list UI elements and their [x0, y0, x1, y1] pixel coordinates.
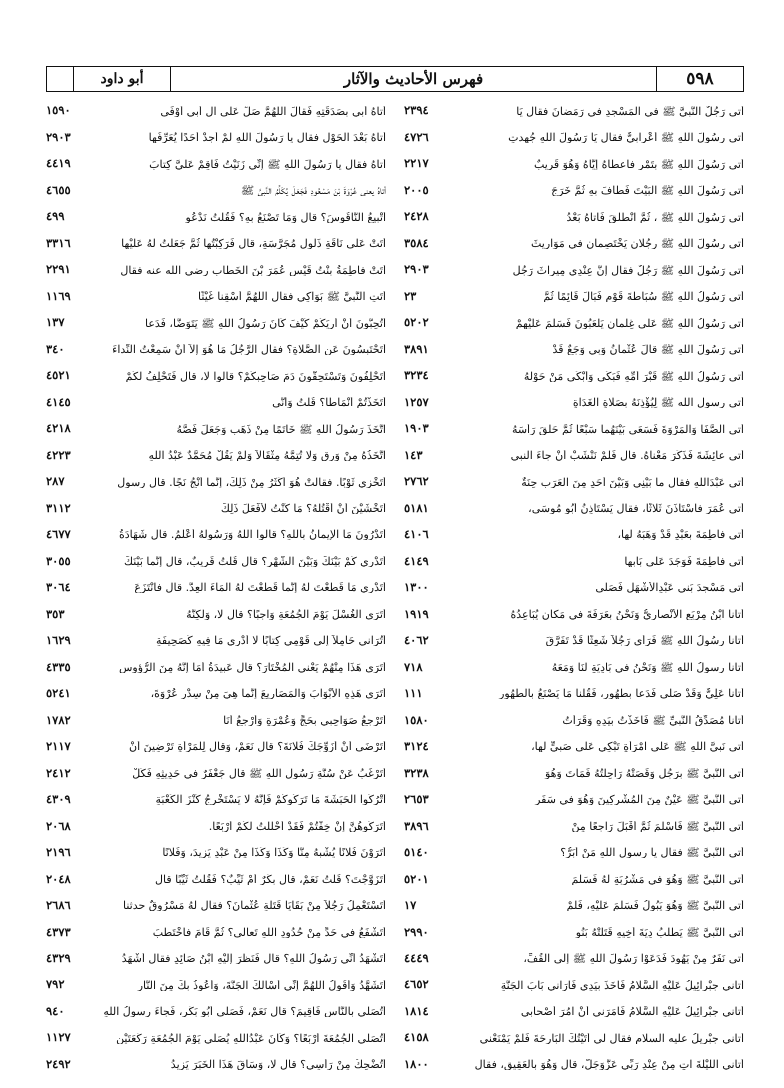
index-entry — [46, 575, 386, 601]
hadith-text: أتَزَوَّجْتَ؟ قُلْتُ نَعَمْ، قال بِكْرٌ أمْ ثَيِّبٌ؟ فَقُلْتُ ثَيِّبًا قال — [155, 873, 386, 885]
hadith-text: أتى فاطِمَةَ فَوَجَدَ عَلَى بَابِها — [624, 555, 744, 567]
hadith-number: ٢٧٦٢ — [404, 474, 429, 489]
hadith-number: ١٩٠٣ — [404, 421, 429, 436]
index-entry — [404, 204, 744, 230]
index-entry — [46, 469, 386, 495]
hadith-text: أتى رَسُولُ اللهِ ﷺ سُبَاطَةَ قَوْمٍ فَبَالَ قَائِمًا ثُمَّ — [543, 291, 744, 303]
hadith-text: أتى النَّبيَّ ﷺ فَأسْلَمَ ثُمَّ أقْبَلَ رَاجِعًا مِنْ — [571, 820, 744, 832]
hadith-text: أتاني جِبْرِيلُ عليه السلام فقال لي أتَيْتُكَ البَارِحَةَ فَلَمْ يَمْنَعْني — [479, 1032, 744, 1044]
index-entry — [404, 787, 744, 813]
hadith-number: ٤٦٥٢ — [404, 977, 429, 992]
hadith-number: ٢٨٧ — [46, 474, 65, 489]
hadith-number: ١٥٨٠ — [404, 712, 429, 727]
index-entry — [404, 919, 744, 945]
hadith-number: ١٤٣ — [404, 447, 423, 462]
hadith-text: أتى نَفَرٌ مِنْ يَهُودَ فَدَعَوْا رَسُولَ اللهِ ﷺ إلى القُفِّ، — [523, 953, 744, 965]
hadith-number: ٢٢٩١ — [46, 262, 71, 277]
hadith-number: ١٥٩٠ — [46, 103, 71, 118]
hadith-text: أتَحْتَبِسُونَ عَنِ الصَّلاةِ؟ فقال الرَّجُلُ مَا هُوَ إلاَّ أنْ سَمِعْتُ النِّداءَ — [112, 344, 386, 356]
hadith-text: أتَتْ فاطِمَةُ بِنْتُ قَيْسٍ عُمَرَ بْنَ الخَطَّابِ رضي الله عنه فقال — [120, 264, 386, 276]
page-header — [46, 66, 744, 92]
hadith-text: أتَرَى هَذِهِ الأبْوَابَ وَالمَصَارِيعَ إنَّما هِيَ مِنْ سِدْرِ عُرْوَةَ، — [150, 688, 386, 700]
index-entry — [46, 787, 386, 813]
hadith-number: ١٨١٤ — [404, 1003, 429, 1018]
index-entry — [46, 893, 386, 919]
hadith-number: ٢٢١٧ — [404, 156, 429, 171]
hadith-number: ١١٢٧ — [46, 1030, 71, 1045]
hadith-number: ٣٤٠ — [46, 341, 65, 356]
index-entry — [46, 124, 386, 150]
hadith-text: أتْبِيعُ النَّاقُوسَ؟ قال وَمَا تَصْنَعُ بِهِ؟ فَقُلْتُ نَدْعُو — [185, 211, 386, 223]
index-entry — [404, 151, 744, 177]
index-entry — [404, 654, 744, 680]
index-entry — [404, 734, 744, 760]
hadith-text: أتى النَّبيَّ ﷺ عَيْنٌ مِنَ المُشْرِكِينَ وَهُوَ في سَفَرٍ — [535, 794, 744, 806]
hadith-number: ٤٣٣٥ — [46, 659, 71, 674]
hadith-text: أتَخْشَيْنَ أنْ أقْتُلَهُ؟ مَا كُنْتُ لأفْعَلَ ذَلِكَ — [220, 503, 386, 514]
hadith-number: ٥٢٠٢ — [404, 315, 429, 330]
index-entry — [404, 575, 744, 601]
index-entry — [404, 893, 744, 919]
index-entry — [46, 283, 386, 309]
hadith-text: أتانا رسولُ اللهِ ﷺ وَنَحْنُ في بَادِيَةٍ لَنَا وَمَعَهُ — [551, 661, 744, 673]
hadith-number: ٤٠٦٢ — [404, 633, 429, 648]
hadith-text: أتانا مُصَدِّقُ النَّبيِّ ﷺ فَأخَذْتُ بِيَدِهِ وَقَرَأْتُ — [562, 714, 744, 726]
hadith-text: أتَخْزِي ثَوْبًا. فقالتْ هُوَ أكْثَرُ مِنْ ذَلِكَ، إنَّما أنْجُ نَجًا. قال رسول — [117, 476, 386, 488]
hadith-number: ٤١٤٩ — [404, 553, 429, 568]
hadith-number: ٩٤٠ — [46, 1003, 65, 1018]
hadith-text: أتى النَّبيَّ ﷺ وَهُوَ يَبُولُ فَسَلَّمَ عَلَيْهِ، فَلَمْ — [566, 900, 744, 912]
index-entry — [404, 840, 744, 866]
hadith-text: أتى رَسُولَ اللهِ ﷺ قالَ عُثْمانُ وَبِي وَجَعٌ قَدْ — [552, 344, 744, 356]
index-entry — [404, 628, 744, 654]
hadith-number: ٢١٩٦ — [46, 845, 71, 860]
index-entry — [46, 522, 386, 548]
hadith-text: أتى رَجُلٌ النَّبيَّ ﷺ في المَسْجِدِ في رَمَضانَ فقال يَا — [516, 105, 744, 117]
hadith-text: أتى عَبْدَاللهِ فقال ما بَيْنِي وَبَيْنَ أحَدٍ مِنَ العَرَبِ حِنَةٌ — [521, 476, 744, 488]
hadith-number: ٤٤١٩ — [46, 156, 71, 171]
hadith-number: ٣٢٣٨ — [404, 765, 429, 780]
index-entry — [46, 919, 386, 945]
hadith-number: ٢٤٩٢ — [46, 1056, 71, 1071]
hadith-number: ١٣٧ — [46, 315, 65, 330]
hadith-number: ٣٠٦٤ — [46, 580, 71, 595]
index-entry — [46, 681, 386, 707]
index-entry — [404, 257, 744, 283]
index-entry — [46, 760, 386, 786]
index-entry — [404, 681, 744, 707]
index-entry — [404, 601, 744, 627]
hadith-text: أتَدْرِي كَمْ بَيْنَكَ وَبَيْنَ الشَّهْرِ؟ قال قُلْتُ قَرِيبٌ، قال إنَّما بَيْنَكَ — [123, 555, 386, 567]
hadith-number: ٤٢٢٣ — [46, 447, 71, 462]
index-entry — [46, 495, 386, 521]
hadith-number: ٢٣٩٤ — [404, 103, 429, 118]
hadith-text: أتى الصَّفَا وَالمَرْوَةَ فَسَعَى بَيْنَهُما سَبْعًا ثُمَّ حَلَقَ رَأْسَهُ — [511, 423, 744, 435]
hadith-text: اتَّخَذَ رَسُولُ اللهِ ﷺ خَاتَمًا مِنْ ذَهَبٍ وَجَعَلَ فَصَّهُ — [176, 423, 386, 435]
hadith-text: أتى رَسُولُ اللهِ ﷺ قَبْرَ أُمِّهِ فَبَكَى وَأبْكَى مَنْ حَوْلَهُ — [523, 370, 744, 382]
hadith-number: ٥١٨١ — [404, 500, 429, 515]
hadith-text: أتَرَى هَذَا مِنْهُمْ يَعْني المُخْتَارَ؟ قال عَبِيدَةُ أمَا إنَّهُ مِنَ الرُّؤوسِ — [119, 661, 386, 673]
index-entry — [404, 946, 744, 972]
hadith-number: ٥٢٠١ — [404, 871, 429, 886]
hadith-number: ٧٩٢ — [46, 977, 65, 992]
index-entry — [46, 336, 386, 362]
index-entry — [46, 363, 386, 389]
hadith-text: أتى النَّبيَّ ﷺ فقال يا رسول اللهِ مَنْ أبَرُّ؟ — [560, 847, 744, 859]
left-column — [46, 98, 386, 1078]
hadith-text: أتى النَّبيَّ ﷺ يَطْلُبُ دِيَةَ أخِيهِ قَتَلَتْهُ بَنُو — [575, 926, 744, 938]
hadith-text: أتَتِ النَّبيَّ ﷺ بَوَاكِي فقال اللهُمَّ أسْقِنا غَيْثًا — [198, 291, 386, 303]
index-entry — [404, 416, 744, 442]
hadith-number: ٢٠٦٨ — [46, 818, 71, 833]
index-entry — [46, 998, 386, 1024]
hadith-number: ١٧ — [404, 898, 417, 913]
hadith-text: أتَرَكُوهُنَّ إنْ خِفْتُمْ فَقَدْ أحْلَلْتُ لَكُمْ أرْبَعًا. — [208, 820, 386, 832]
index-entry — [46, 310, 386, 336]
hadith-text: أتَرْجِعُ صَوَاحِبِي بِحَجٍّ وَعُمْرَةٍ وَأرْجِعُ أنَا — [223, 714, 386, 726]
hadith-number: ٢٤١٢ — [46, 765, 71, 780]
hadith-number: ٣٨٩٦ — [404, 818, 429, 833]
hadith-number: ٢٩٠٣ — [404, 262, 429, 277]
index-entry — [404, 760, 744, 786]
hadith-number: ٤٣٧٣ — [46, 924, 71, 939]
hadith-text: أتاني اللَّيْلَةَ آتٍ مِنْ عِنْدِ رَبِّي عَزَّوَجَلَّ، قال وَهُوَ بِالعَقِيقِ، فقال — [474, 1059, 744, 1071]
hadith-number: ٣٣١٦ — [46, 235, 71, 250]
index-entry — [46, 813, 386, 839]
hadith-text: أتاهُ فقال يا رَسُولَ اللهِ ﷺ إنِّي زَنَيْتُ فَأقِمْ عَلَيَّ كِتابَ — [149, 158, 386, 170]
hadith-number: ٣٥٣ — [46, 606, 65, 621]
index-entry — [404, 363, 744, 389]
hadith-text: أتُصَلِّي الجُمُعَةَ أرْبَعًا؟ وَكَانَ عَبْدُاللهِ يُصَلِّي يَوْمَ الجُمُعَةِ رَكْعَتَيْنِ — [116, 1032, 386, 1044]
index-entry — [46, 707, 386, 733]
hadith-text: أتَشَهَّدُ وَأقُولُ اللهُمَّ إنِّي أسْألُكَ الجَنَّةَ، وَأعُوذُ بِكَ مِنَ النَّارِ — [137, 979, 386, 991]
index-entry — [404, 998, 744, 1024]
hadith-number: ٥١٤٠ — [404, 845, 429, 860]
hadith-text: أتاني جِبْرائِيلُ عَلَيْهِ السَّلامُ فَأمَرَني أنْ آمُرَ أصْحابي — [520, 1006, 744, 1018]
index-page — [46, 66, 744, 1071]
hadith-number: ٣٠٥٥ — [46, 553, 71, 568]
hadith-text: أتْرُكُوا الحَبَشَةَ مَا تَرَكُوكُمْ فَإنَّهُ لا يَسْتَخْرِجُ كَنْزَ الكَعْبَةِ — [155, 794, 386, 806]
hadith-number: ١٨٠٠ — [404, 1056, 429, 1071]
hadith-text: أتَرَوْنَ فُلانًا يُشْبِهُ مِنَّا وَكَذَا وَكَذَا مِنْ عَبْدِ يَزِيدَ، وَفُلانًا — [162, 847, 386, 859]
index-entry — [404, 177, 744, 203]
index-entry — [404, 336, 744, 362]
hadith-number: ٣١٢٤ — [404, 739, 429, 754]
hadith-number: ١٧٨٢ — [46, 712, 71, 727]
index-entry — [46, 177, 386, 203]
hadith-text: أتى رسُولَ اللهِ ﷺ أعْرابيٌّ فقال يَا رَسُولَ اللهِ جُهِدتِ — [508, 132, 744, 144]
hadith-number: ١١٦٩ — [46, 288, 71, 303]
hadith-text: أتَحْلِفُونَ وَتَسْتَحِقُّونَ دَمَ صَاحِبِكُمْ؟ قالوا لا، قال فَتَحْلِفُ لَكُمْ — [125, 370, 386, 382]
index-entry — [46, 1025, 386, 1051]
hadith-number: ٢٤٢٨ — [404, 209, 429, 224]
hadith-text: أتى رَسُولُ اللهِ ﷺ عَلَى غِلْمانٍ يَلْعَبُونَ فَسَلَّمَ عَلَيْهِمْ — [515, 317, 744, 329]
hadith-text: أتُرَاني حَامِلاً إلى قَوْمِي كِتابًا لا أدْرِي مَا فِيهِ كَصَحِيفَةِ — [156, 635, 386, 647]
hadith-number: ٢٠٤٨ — [46, 871, 71, 886]
hadith-number: ٧١٨ — [404, 659, 423, 674]
hadith-text: أتاني جِبْرائِيلُ عَلَيْهِ السَّلامُ فَأخَذَ بِيَدِي فَأرَاني بَابَ الجَنَّةِ — [500, 979, 744, 991]
hadith-number: ٤٥٢١ — [46, 368, 71, 383]
index-entry — [46, 151, 386, 177]
hadith-text: أتانا عَلِيٌّ وَقَدْ صَلَّى فَدَعا بِطَهُورٍ، فَقُلْنا مَا يَصْنَعُ بِالطَّهُورِ — [499, 688, 744, 700]
hadith-text: أتَشْفَعُ في حَدٍّ مِنْ حُدُودِ اللهِ تَعالَى؟ ثُمَّ قَامَ فاخْتَطَبَ — [152, 926, 386, 938]
hadith-number: ١٦٢٩ — [46, 633, 71, 648]
hadith-number: ٤٧٢٦ — [404, 129, 429, 144]
hadith-text: أتى رَسُولَ اللهِ ﷺ رَجُلٌ فقال إنَّ عِنْدِي مِيراثَ رَجُلٍ — [512, 264, 744, 276]
hadith-number: ٥٢٤١ — [46, 686, 71, 701]
index-entry — [46, 416, 386, 442]
hadith-text: اتَّخَذُهُ مِنْ وَرِقٍ وَلا تُتِمَّهُ مِثْقَالاً وَلَمْ يَقُلْ مُحَمَّدٌ عَبْدُ اللهِ — [148, 450, 386, 462]
hadith-text: أتى مَسْجِدَ بَني عَبْدِالأشْهَلِ فَصَلَّى — [595, 582, 744, 594]
index-entry — [46, 840, 386, 866]
hadith-number: ٢٦٥٣ — [404, 792, 429, 807]
hadith-text: أتَسْتَعْمِلُ رَجُلاً مِنْ بَقَايَا قَتَلَةِ عُثْمانَ؟ فقال لَهُ مَسْرُوقٌ حدثنا — [122, 900, 386, 912]
book-name: أبو داود — [74, 67, 171, 91]
hadith-text: أتَدْرِي مَا قَطَعْتَ لَهُ إنَّما قَطَعْتَ لَهُ المَاءَ العِدَّ. قال فانْتَزَعَ — [134, 582, 386, 594]
index-entry — [404, 972, 744, 998]
index-entry — [46, 98, 386, 124]
index-entry — [46, 654, 386, 680]
index-entry — [404, 548, 744, 574]
index-entry — [404, 522, 744, 548]
hadith-number: ٣٥٨٤ — [404, 235, 429, 250]
index-entry — [46, 230, 386, 256]
hadith-text: أتُضْحِكُ مِنْ رَأْسِي؟ قال لا، وَسَاقَ هَذَا الخَبَرَ يَزِيدُ — [170, 1059, 386, 1071]
hadith-text: أتى عائِشَةَ فَذَكَرَ مَعْناهُ. قال فَلَمْ نَنْشَبْ أنْ جاءَ النبي — [510, 450, 744, 462]
index-entry — [46, 389, 386, 415]
hadith-text: أتاهُ بَعْدَ الحَوْلِ فقال يا رَسُولَ اللهِ لَمْ أجِدْ أحَدًا يُعَرِّفُها — [148, 132, 386, 144]
hadith-text: أتى فاطِمَةَ بِعَبْدٍ قَدْ وَهَبَهُ لَها، — [617, 529, 744, 541]
hadith-text: أتَتْ عَلَى نَاقَةٍ ذَلُولٍ مُجَرَّسَةٍ، قال فَرَكِبْتُها ثُمَّ جَعَلْتُ لَهُ عَلَيْها — [121, 238, 386, 250]
hadith-number: ٤٦٥٥ — [46, 182, 71, 197]
hadith-text: أتاهُ يعني عُرْوَةَ بْنَ مَسْعُودٍ فَجَعَلَ يُكَلِّمُ النَّبيَّ ﷺ — [240, 185, 386, 197]
hadith-number: ٣٨٩١ — [404, 341, 429, 356]
hadith-number: ٤١٤٥ — [46, 394, 71, 409]
index-entry — [404, 283, 744, 309]
hadith-number: ٤١٥٨ — [404, 1030, 429, 1045]
index-columns — [46, 98, 744, 1078]
hadith-text: أتَرْضَى أنْ أُزَوِّجَكَ فُلانَةَ؟ قال نَعَمْ، وَقال لِلْمَرْأَةِ تَرْضِينَ أنْ — [129, 741, 386, 753]
right-column — [404, 98, 744, 1078]
index-entry — [46, 734, 386, 760]
hadith-text: أتُصَلِّي بِالنَّاسِ فَأُقِيمَ؟ قال نَعَمْ، فَصَلَّى أبُو بَكْرٍ، فَجاءَ رسولُ اللهِ — [103, 1006, 386, 1018]
index-entry — [46, 1051, 386, 1077]
header-empty-cell — [47, 67, 74, 91]
hadith-number: ٣٢٣٤ — [404, 368, 429, 383]
page-title: فهرس الأحاديث والآثار — [343, 70, 484, 88]
hadith-text: أتانا ابْنُ مِرْبَعٍ الأنْصارِيُّ وَنَحْنُ بِعَرَفَةَ في مَكانٍ يُبَاعِدُهُ — [510, 608, 744, 620]
hadith-text: أتانا رسُولُ اللهِ ﷺ فَرَأى رَجُلاً شَعِثًا قَدْ تَفَرَّقَ — [545, 635, 744, 647]
index-entry — [404, 442, 744, 468]
hadith-number: ٢٣ — [404, 288, 417, 303]
hadith-text: أتَدْرُونَ مَا الإيمانُ باللهِ؟ قالوا اللهُ وَرَسُولُهُ أعْلَمُ. قال شَهَادَةُ — [118, 529, 386, 541]
hadith-text: أتُحِبُّونَ أنْ أُرِيَكُمْ كَيْفَ كَانَ رَسُولُ اللهِ ﷺ يَتَوَضَّأُ، فَدَعا — [144, 317, 386, 329]
index-entry — [46, 257, 386, 283]
index-entry — [404, 1051, 744, 1077]
hadith-number: ١٢٥٧ — [404, 394, 429, 409]
hadith-number: ١١١ — [404, 686, 423, 701]
index-entry — [46, 628, 386, 654]
hadith-text: أتَرَى الغُسْلَ يَوْمَ الجُمُعَةِ وَاجِبًا؟ قال لا، وَلَكِنَّهُ — [186, 608, 386, 620]
index-entry — [46, 601, 386, 627]
hadith-text: أتاهُ أبي بِصَدَقَتِهِ فَقالَ اللهُمَّ صَلِّ عَلَى آلِ أبي أوْفَى — [160, 105, 386, 117]
index-entry — [46, 204, 386, 230]
index-entry — [404, 389, 744, 415]
hadith-number: ٤١٠٦ — [404, 527, 429, 542]
index-entry — [46, 972, 386, 998]
hadith-text: أتى نَبيَّ اللهِ ﷺ عَلَى امْرَأةٍ تَبْكِي عَلَى صَبِيٍّ لَها، — [531, 741, 744, 753]
hadith-text: أتَرْغَبُ عَنْ سُنَّةِ رَسُولِ اللهِ ﷺ قال جَعْفَرٌ في حَدِيثِهِ فَكُلْ — [132, 767, 386, 779]
index-entry — [404, 866, 744, 892]
index-entry — [404, 813, 744, 839]
hadith-number: ٤٣٠٩ — [46, 792, 71, 807]
hadith-text: أتَشْهَدُ أنِّي رَسُولُ اللهِ؟ قال فَنَظَرَ إلَيْهِ ابْنُ صَائِدٍ فقال أشْهَدُ — [121, 953, 386, 965]
hadith-text: أتَخَذْتُمْ أنْمَاطًا؟ قُلْتُ وَأنَّى — [272, 397, 386, 409]
index-entry — [404, 707, 744, 733]
index-entry — [404, 469, 744, 495]
hadith-number: ١٩١٩ — [404, 606, 429, 621]
page-number: ٥٩٨ — [656, 67, 743, 91]
hadith-number: ٢١١٧ — [46, 739, 71, 754]
hadith-number: ٣١١٢ — [46, 500, 71, 515]
index-entry — [404, 230, 744, 256]
hadith-number: ٤٩٩ — [46, 209, 65, 224]
hadith-text: أتى رسُولَ اللهِ ﷺ رجُلانِ يَخْتَصِمانِ في مَوَارِيثَ — [531, 238, 744, 250]
index-entry — [46, 946, 386, 972]
hadith-number: ٤٤٤٩ — [404, 950, 429, 965]
hadith-text: أتى النَّبيَّ ﷺ بِرَجُلٍ وَقَصَتْهُ رَاحِلَتُهُ فَمَاتَ وَهُوَ — [545, 767, 744, 779]
hadith-number: ٤٢١٨ — [46, 421, 71, 436]
hadith-number: ١٣٠٠ — [404, 580, 429, 595]
index-entry — [404, 1025, 744, 1051]
hadith-number: ٢٠٠٥ — [404, 182, 429, 197]
index-entry — [46, 866, 386, 892]
hadith-text: أتى رَسُولَ اللهِ ﷺ البَيْتَ فَطَافَ بِهِ ثُمَّ خَرَجَ — [551, 185, 744, 197]
hadith-text: أتى رَسُولَ اللهِ ﷺ ، ثُمَّ انْطَلَقَ فَأتاهُ بَعْدُ — [566, 211, 744, 223]
hadith-number: ٤٦٧٧ — [46, 527, 71, 542]
index-entry — [46, 548, 386, 574]
hadith-text: أتى رَسُولَ اللهِ ﷺ بتَمْرٍ فأعطاهُ إيَّاهُ وَهُوَ قَرِيبٌ — [533, 158, 744, 170]
hadith-number: ٢٩٠٣ — [46, 129, 71, 144]
hadith-number: ٤٣٢٩ — [46, 950, 71, 965]
index-entry — [404, 98, 744, 124]
index-entry — [404, 310, 744, 336]
index-entry — [404, 495, 744, 521]
hadith-text: أتى عُمَرَ فاسْتَأذَنَ ثَلاثًا، فقال يَسْتَأْذِنُ أبُو مُوسَى، — [528, 503, 744, 514]
hadith-text: أتى رسول الله ﷺ لِيُؤْذِنَهُ بِصَلاةِ الغَدَاةِ — [572, 397, 744, 409]
hadith-text: أتى النَّبيَّ ﷺ وَهُوَ في مَشْرُبَةٍ لَهُ فَسَلَّمَ — [571, 873, 744, 885]
index-entry — [46, 442, 386, 468]
index-entry — [404, 124, 744, 150]
hadith-number: ٢٦٨٦ — [46, 898, 71, 913]
hadith-number: ٢٩٩٠ — [404, 924, 429, 939]
